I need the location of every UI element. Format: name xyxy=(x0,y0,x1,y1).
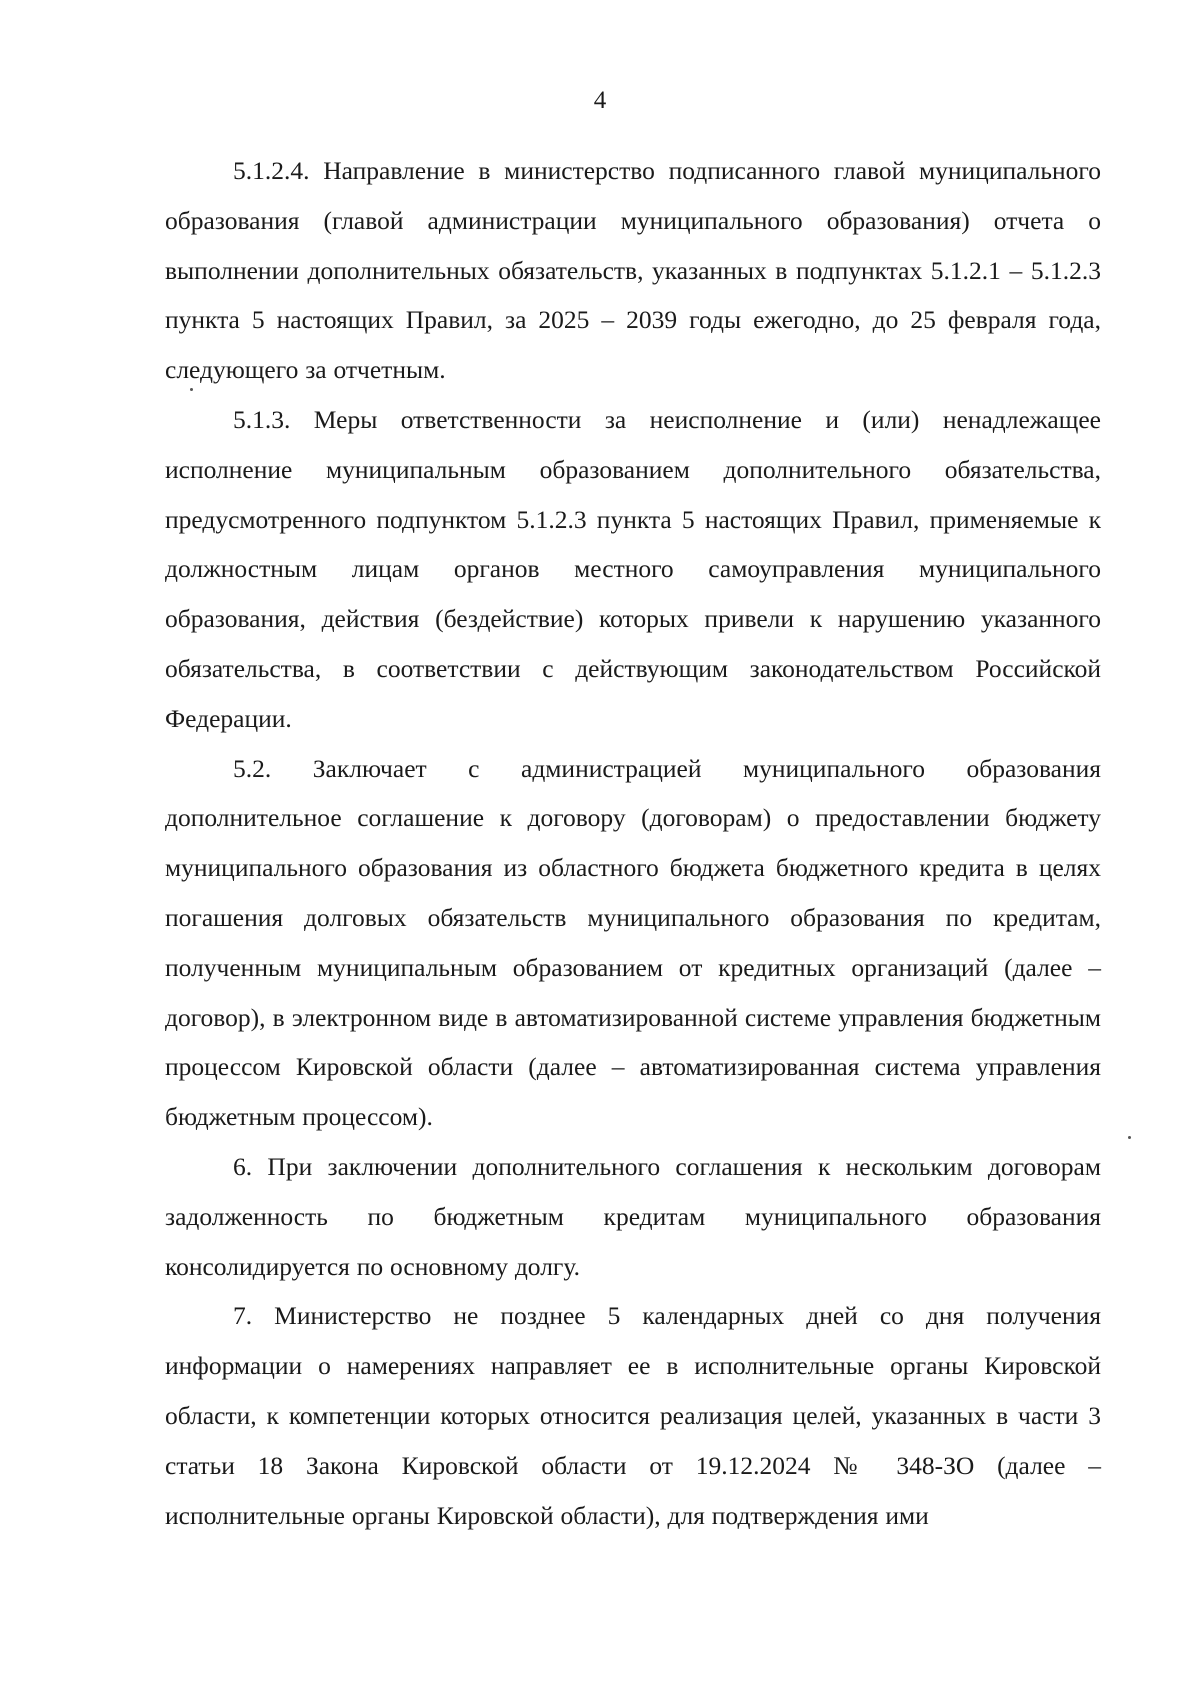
page-number: 4 xyxy=(593,87,607,114)
scan-speck xyxy=(190,388,193,391)
document-body xyxy=(165,146,1101,1540)
paragraph-6: 6. При заключении дополнительного соглашения к нескольким договорам задолженность по бюджетным кредитам муниципального образования консолидируется по основному долгу. xyxy=(165,1151,1101,1281)
paragraph-5-1-3: 5.1.3. Меры ответственности за неисполнение и (или) ненадлежащее исполнение муниципальным образованием дополнительного обязательства, предусмотренного подпунктом 5.1.2.3 пункта 5 настоящих Правил, применяемые к должностным лицам органов местного самоуправления муниципального образования, действия (бездействие) которых привели к нарушению указанного обязательства, в соответствии с действующим законодательством Российской Федерации. xyxy=(165,404,1101,733)
paragraph-5-1-2-4: 5.1.2.4. Направление в министерство подписанного главой муниципального образования (главой администрации муниципального образования) отчета о выполнении дополнительных обязательств, указанных в подпунктах 5.1.2.1 – 5.1.2.3 пункта 5 настоящих Правил, за 2025 – 2039 годы ежегодно, до 25 февраля года, следующего за отчетным. xyxy=(165,156,1101,385)
scan-speck xyxy=(1128,1136,1131,1139)
paragraph-7: 7. Министерство не позднее 5 календарных дней со дня получения информации о намерениях направляет ее в исполнительные органы Кировской области, к компетенции которых относится реализация целей, указанных в части 3 статьи 18 Закона Кировской области от 19.12.2024 № 348-ЗО (далее – исполнительные органы Кировской области), для подтверждения ими xyxy=(165,1301,1101,1530)
paragraph-5-2: 5.2. Заключает с администрацией муниципального образования дополнительное соглашение к договору (договорам) о предоставлении бюджету муниципального образования из областного бюджета бюджетного кредита в целях погашения долговых обязательств муниципального образования по кредитам, полученным муниципальным образованием от кредитных организаций (далее – договор), в электронном виде в автоматизированной системе управления бюджетным процессом Кировской области (далее – автоматизированная система управления бюджетным процессом). xyxy=(165,753,1101,1132)
